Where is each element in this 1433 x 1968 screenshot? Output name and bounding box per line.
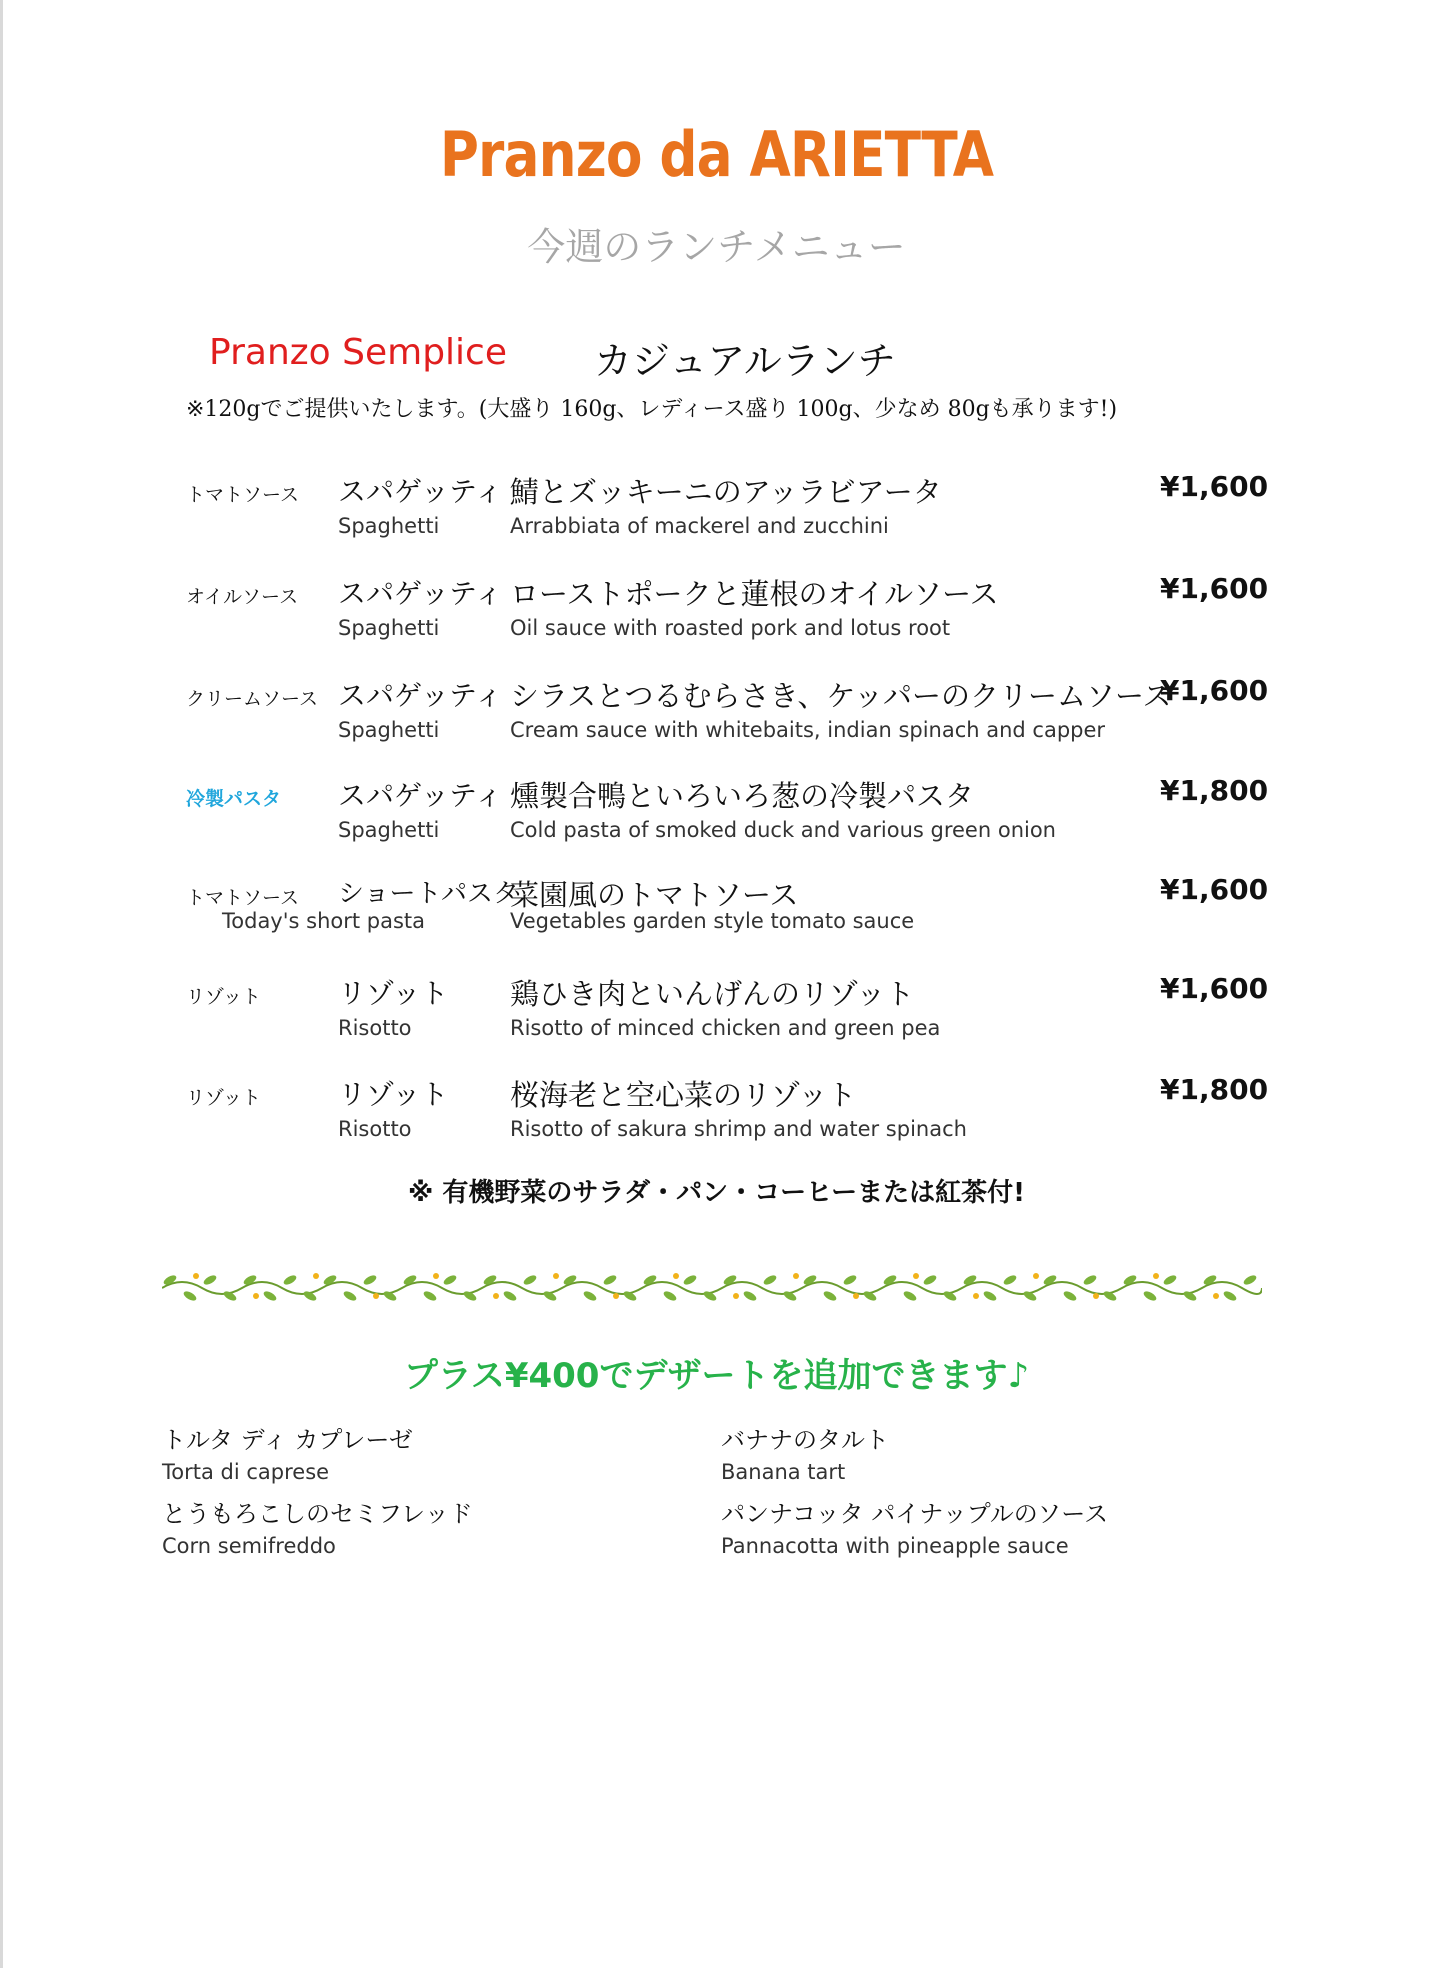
menu-item [0,572,1433,662]
vine-flower [553,1273,559,1279]
dessert-item-name: パンナコッタ パイナップルのソース [721,1500,1109,1528]
menu-item [0,674,1433,764]
vine-flower [1093,1293,1099,1299]
menu-item-description: Risotto of minced chicken and green pea [510,1016,941,1040]
menu-item-name: ローストポークと蓮根のオイルソース [510,577,999,611]
vine-leaf [182,1289,198,1302]
vine-leaf [1142,1289,1158,1302]
dessert-item-en: Pannacotta with pineapple sauce [721,1534,1069,1558]
menu-item-name: 桜海老と空心菜のリゾット [510,1078,857,1112]
section-title-japanese: カジュアルランチ [594,339,896,383]
dessert-heading: プラス¥400でデザートを追加できます♪ [403,1356,1030,1396]
dessert-item-name: トルタ ディ カプレーゼ [162,1426,413,1454]
menu-item-category: スパゲッティ [338,475,503,508]
vine-leaf [342,1289,358,1302]
menu-item-price: ¥1,600 [1160,873,1269,906]
menu-item-category-en: Spaghetti [338,718,440,742]
menu-item-category-en: Risotto [338,1117,412,1141]
menu-item-category-en: Today's short pasta [222,909,426,933]
menu-item [0,873,1433,963]
menu-item-description: Arrabbiata of mackerel and zucchini [510,514,889,538]
vine-flower [493,1293,499,1299]
menu-item-price: ¥1,600 [1160,470,1269,503]
vine-flower [793,1273,799,1279]
menu-item-category-en: Spaghetti [338,616,440,640]
includes-note: ※ 有機野菜のサラダ・パン・コーヒーまたは紅茶付! [408,1178,1025,1208]
menu-item-description: Cream sauce with whitebaits, indian spinach and capper [510,718,1106,742]
menu-item-description: Cold pasta of smoked duck and various green onion [510,818,1056,842]
menu-item-type: トマトソース [186,887,300,909]
menu-item-type: トマトソース [186,484,300,506]
vine-leaf [582,1289,598,1302]
vine-leaf [442,1273,458,1286]
menu-item [0,1073,1433,1163]
menu-item-category: ショートパスタ [338,879,519,909]
menu-item-price: ¥1,600 [1160,572,1269,605]
menu-item-type: オイルソース [186,586,299,608]
vine-leaf [362,1273,378,1286]
vine-leaf [1002,1273,1018,1286]
menu-item-category: リゾット [338,977,449,1010]
menu-item-price: ¥1,600 [1160,674,1269,707]
section-title-italian: Pranzo Semplice [209,332,507,373]
vine-leaf [902,1289,918,1302]
menu-item-description: Oil sauce with roasted pork and lotus root [510,616,951,640]
vine-leaf [1222,1289,1238,1302]
menu-item-price: ¥1,800 [1160,1073,1269,1106]
menu-item-category: スパゲッティ [338,779,503,812]
vine-leaf [422,1289,438,1302]
vine-flower [193,1273,199,1279]
menu-subtitle: 今週のランチメニュー [527,225,906,269]
vine-leaf [522,1273,538,1286]
vine-leaf [922,1273,938,1286]
portion-note: ※120gでご提供いたします。(大盛り 160g、レディース盛り 100g、少なめ 80gも承ります!) [186,397,1118,422]
vine-flower [613,1293,619,1299]
dessert-item-name: とうもろこしのセミフレッド [162,1500,473,1528]
vine-leaf [762,1273,778,1286]
vine-flower [1213,1293,1219,1299]
vine-leaf [842,1273,858,1286]
menu-item [0,774,1433,864]
menu-item-category-en: Spaghetti [338,818,440,842]
menu-item-category: スパゲッティ [338,577,503,610]
vine-leaf [1062,1289,1078,1302]
vine-leaf [1242,1273,1258,1286]
dessert-item-en: Torta di caprese [162,1460,330,1484]
vine-leaf [1162,1273,1178,1286]
dessert-item-name: バナナのタルト [721,1426,889,1454]
vine-flower [673,1273,679,1279]
vine-leaf [982,1289,998,1302]
vine-leaf [202,1273,218,1286]
dessert-item-en: Corn semifreddo [162,1534,336,1558]
vine-flower [733,1293,739,1299]
vine-flower [913,1273,919,1279]
vine-leaf [662,1289,678,1302]
vine-leaf [502,1289,518,1302]
vine-flower [1153,1273,1159,1279]
vine-leaf [742,1289,758,1302]
restaurant-title: Pranzo da ARIETTA [439,118,994,191]
menu-item-type: リゾット [186,1087,261,1109]
vine-leaf [1082,1273,1098,1286]
menu-item-price: ¥1,600 [1160,972,1269,1005]
menu-item-category-en: Risotto [338,1016,412,1040]
vine-flower [1033,1273,1039,1279]
vine-leaf [822,1289,838,1302]
vine-flower [853,1293,859,1299]
menu-item-name: 燻製合鴨といろいろ葱の冷製パスタ [510,779,975,813]
menu-item-category: スパゲッティ [338,679,503,712]
menu-item [0,972,1433,1062]
vine-flower [373,1293,379,1299]
menu-item-price: ¥1,800 [1160,774,1269,807]
vine-flower [253,1293,259,1299]
vine-leaf [282,1273,298,1286]
menu-item-category-en: Spaghetti [338,514,440,538]
dessert-item-en: Banana tart [721,1460,846,1484]
menu-item-name: 鶏ひき肉といんげんのリゾット [510,977,915,1011]
vine-flower [433,1273,439,1279]
vine-leaf [682,1273,698,1286]
menu-item-name: シラスとつるむらさき、ケッパーのクリームソース [510,679,1172,713]
vine-divider [162,1266,1262,1306]
menu-item-name: 菜園風のトマトソース [510,878,799,912]
menu-item-type: リゾット [186,986,261,1008]
vine-leaf [602,1273,618,1286]
menu-item-name: 鯖とズッキーニのアッラビアータ [510,475,942,509]
vine-flower [973,1293,979,1299]
menu-item-description: Vegetables garden style tomato sauce [510,909,915,933]
menu-item-category: リゾット [338,1078,449,1111]
menu-item-type: 冷製パスタ [186,788,282,810]
menu-item [0,470,1433,560]
menu-item-description: Risotto of sakura shrimp and water spinach [510,1117,967,1141]
menu-item-type: クリームソース [186,688,319,710]
vine-flower [313,1273,319,1279]
vine-leaf [262,1289,278,1302]
